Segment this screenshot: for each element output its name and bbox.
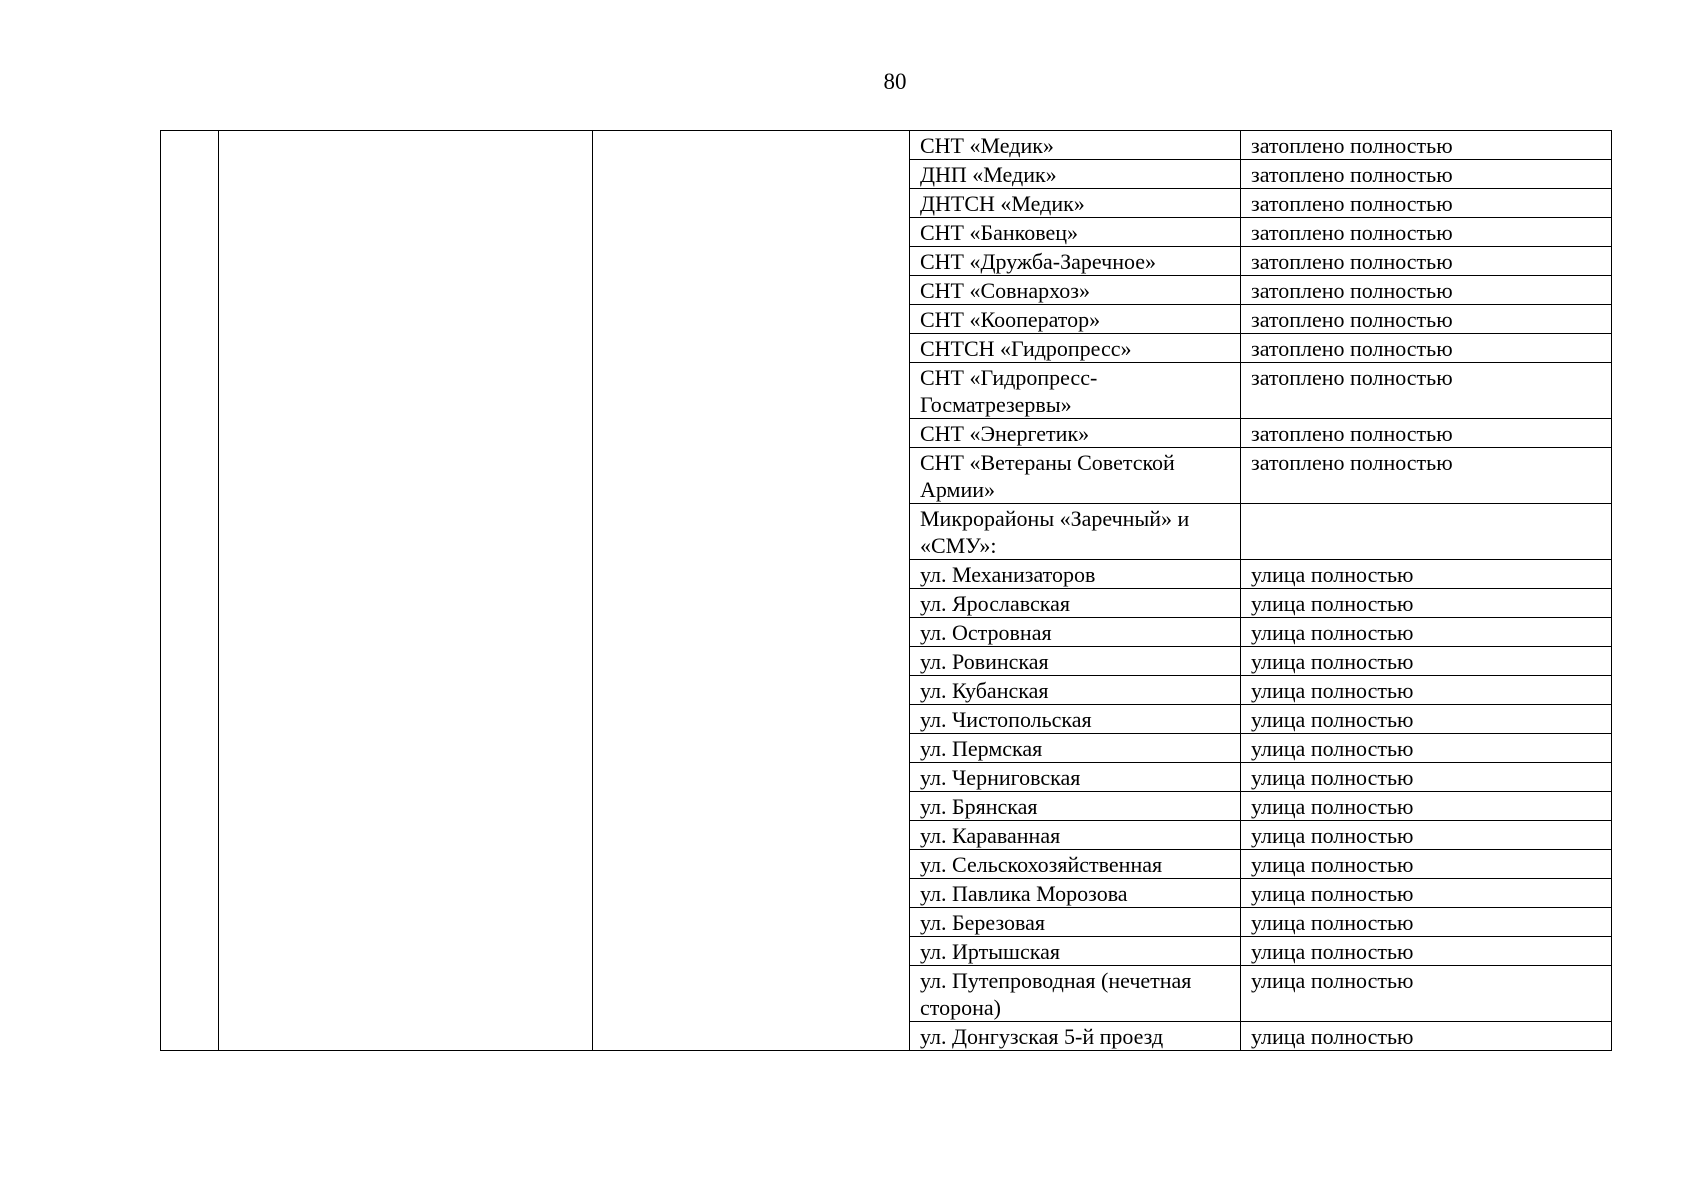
flood-status-cell: затоплено полностью — [1241, 305, 1612, 334]
empty-col-number — [161, 131, 219, 1051]
object-name-cell: ул. Ярославская — [910, 589, 1241, 618]
flood-status-cell: улица полностью — [1241, 676, 1612, 705]
object-name-cell: Микрорайоны «Заречный» и «СМУ»: — [910, 504, 1241, 560]
flood-status-cell: улица полностью — [1241, 821, 1612, 850]
object-name-cell: ул. Ровинская — [910, 647, 1241, 676]
object-name-cell: СНТ «Дружба-Заречное» — [910, 247, 1241, 276]
flood-status-cell: улица полностью — [1241, 560, 1612, 589]
flood-status-cell: улица полностью — [1241, 792, 1612, 821]
object-name-cell: ул. Черниговская — [910, 763, 1241, 792]
object-name-cell: ул. Брянская — [910, 792, 1241, 821]
flood-status-cell: затоплено полностью — [1241, 189, 1612, 218]
object-name-cell: ул. Березовая — [910, 908, 1241, 937]
flood-status-cell: затоплено полностью — [1241, 218, 1612, 247]
flood-status-cell: улица полностью — [1241, 734, 1612, 763]
object-name-cell: СНТ «Совнархоз» — [910, 276, 1241, 305]
flood-status-cell: улица полностью — [1241, 966, 1612, 1022]
object-name-cell: СНТ «Банковец» — [910, 218, 1241, 247]
object-name-cell: ул. Островная — [910, 618, 1241, 647]
object-name-cell: ул. Донгузская 5-й проезд — [910, 1022, 1241, 1051]
object-name-cell: ул. Иртышская — [910, 937, 1241, 966]
flood-status-cell: затоплено полностью — [1241, 160, 1612, 189]
object-name-cell: СНТ «Энергетик» — [910, 419, 1241, 448]
object-name-cell: ДНТСН «Медик» — [910, 189, 1241, 218]
object-name-cell: СНТ «Кооператор» — [910, 305, 1241, 334]
flood-status-cell: улица полностью — [1241, 618, 1612, 647]
empty-col-district — [593, 131, 910, 1051]
flood-status-cell: затоплено полностью — [1241, 419, 1612, 448]
flood-status-cell: улица полностью — [1241, 1022, 1612, 1051]
flood-status-cell: затоплено полностью — [1241, 448, 1612, 504]
empty-col-area — [219, 131, 593, 1051]
flood-status-cell: затоплено полностью — [1241, 334, 1612, 363]
flood-zone-table — [160, 130, 1612, 1051]
object-name-cell: СНТСН «Гидропресс» — [910, 334, 1241, 363]
page-number: 80 — [883, 69, 907, 94]
object-name-cell: ул. Механизаторов — [910, 560, 1241, 589]
object-name-cell: ул. Чистопольская — [910, 705, 1241, 734]
flood-status-cell: затоплено полностью — [1241, 131, 1612, 160]
flood-status-cell: улица полностью — [1241, 705, 1612, 734]
object-name-cell: СНТ «Медик» — [910, 131, 1241, 160]
flood-status-cell: затоплено полностью — [1241, 276, 1612, 305]
object-name-cell: ул. Караванная — [910, 821, 1241, 850]
flood-status-cell: улица полностью — [1241, 589, 1612, 618]
flood-status-cell: улица полностью — [1241, 850, 1612, 879]
flood-status-cell: улица полностью — [1241, 647, 1612, 676]
flood-status-cell: улица полностью — [1241, 763, 1612, 792]
table-body — [161, 131, 1612, 1051]
object-name-cell: СНТ «Гидропресс-Госматрезервы» — [910, 363, 1241, 419]
object-name-cell: ул. Путепроводная (нечетная сторона) — [910, 966, 1241, 1022]
table-row — [161, 131, 1612, 160]
object-name-cell: ул. Кубанская — [910, 676, 1241, 705]
object-name-cell: СНТ «Ветераны Советской Армии» — [910, 448, 1241, 504]
flood-status-cell: затоплено полностью — [1241, 247, 1612, 276]
flood-status-cell: улица полностью — [1241, 908, 1612, 937]
object-name-cell: ДНП «Медик» — [910, 160, 1241, 189]
flood-status-cell: затоплено полностью — [1241, 363, 1612, 419]
object-name-cell: ул. Сельскохозяйственная — [910, 850, 1241, 879]
flood-status-cell: улица полностью — [1241, 937, 1612, 966]
flood-status-cell — [1241, 504, 1612, 560]
flood-status-cell: улица полностью — [1241, 879, 1612, 908]
object-name-cell: ул. Пермская — [910, 734, 1241, 763]
object-name-cell: ул. Павлика Морозова — [910, 879, 1241, 908]
